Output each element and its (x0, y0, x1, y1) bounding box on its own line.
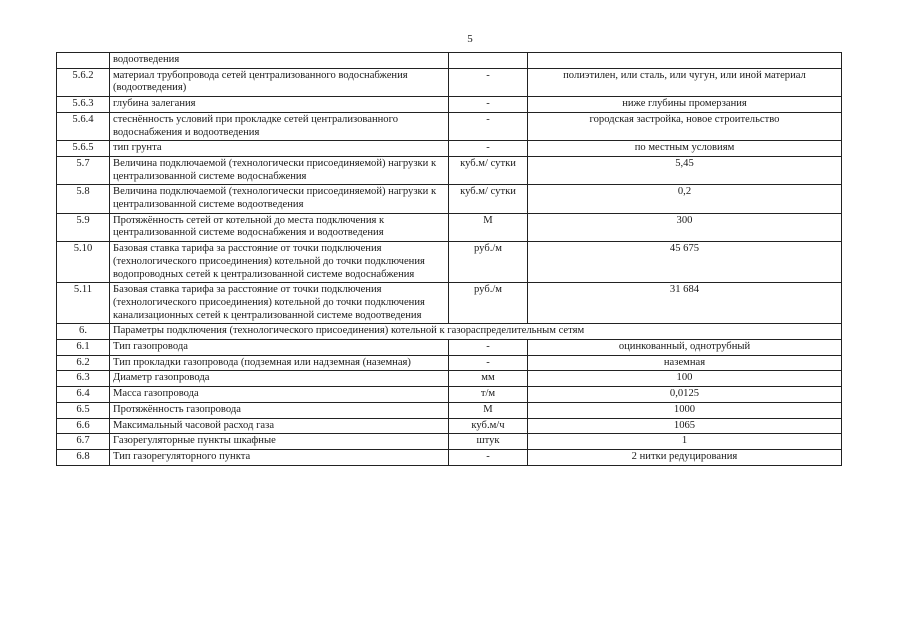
row-description: Максимальный часовой расход газа (110, 418, 449, 434)
row-number (57, 53, 110, 69)
row-unit: - (449, 68, 528, 96)
row-description: стеснённость условий при прокладке сетей централизованного водоснабжения и водоотведения (110, 112, 449, 140)
row-number: 5.7 (57, 156, 110, 184)
row-number: 6.7 (57, 434, 110, 450)
row-description: Газорегуляторные пункты шкафные (110, 434, 449, 450)
row-unit: т/м (449, 387, 528, 403)
row-unit: - (449, 340, 528, 356)
row-number: 6.8 (57, 449, 110, 465)
row-description: водоотведения (110, 53, 449, 69)
row-value: наземная (528, 355, 842, 371)
row-description: Протяжённость газопровода (110, 402, 449, 418)
row-value: ниже глубины промерзания (528, 97, 842, 113)
row-description: Базовая ставка тарифа за расстояние от точки подключения (технологического присоединения) котельной до точки подключения водопроводных сетей к централизованной системе водоснабжения (110, 242, 449, 283)
table-row (57, 185, 842, 213)
row-description: Протяжённость сетей от котельной до места подключения к централизованной системе водоснабжения и водоотведения (110, 213, 449, 241)
row-description: тип грунта (110, 141, 449, 157)
row-number: 5.8 (57, 185, 110, 213)
row-value: оцинкованный, однотрубный (528, 340, 842, 356)
row-description: Тип газопровода (110, 340, 449, 356)
row-number: 6.4 (57, 387, 110, 403)
table-row (57, 449, 842, 465)
row-unit: куб.м/ч (449, 418, 528, 434)
table-row (57, 97, 842, 113)
row-value: городская застройка, новое строительство (528, 112, 842, 140)
row-description: Масса газопровода (110, 387, 449, 403)
page-number: 5 (467, 33, 473, 45)
row-number: 5.6.2 (57, 68, 110, 96)
table-row (57, 283, 842, 324)
row-unit: М (449, 402, 528, 418)
row-number: 5.11 (57, 283, 110, 324)
row-number: 6.5 (57, 402, 110, 418)
row-value: 0,2 (528, 185, 842, 213)
table-row (57, 387, 842, 403)
table-row (57, 402, 842, 418)
table-row (57, 340, 842, 356)
row-value: 2 нитки редуцирования (528, 449, 842, 465)
row-number: 5.6.5 (57, 141, 110, 157)
row-unit: руб./м (449, 242, 528, 283)
table-row (57, 418, 842, 434)
table-row (57, 434, 842, 450)
row-value: 300 (528, 213, 842, 241)
table-row (57, 371, 842, 387)
table-row (57, 324, 842, 340)
row-description: глубина залегания (110, 97, 449, 113)
row-number: 5.9 (57, 213, 110, 241)
row-number: 6.1 (57, 340, 110, 356)
row-unit: М (449, 213, 528, 241)
table-row (57, 53, 842, 69)
table-body (57, 53, 842, 466)
row-number: 5.10 (57, 242, 110, 283)
row-number: 6. (57, 324, 110, 340)
table-row (57, 68, 842, 96)
table-row (57, 213, 842, 241)
row-description: Величина подключаемой (технологически присоединяемой) нагрузки к централизованной системе водоотведения (110, 185, 449, 213)
row-unit: куб.м/ сутки (449, 156, 528, 184)
row-value: 1065 (528, 418, 842, 434)
row-unit: - (449, 112, 528, 140)
row-description: Базовая ставка тарифа за расстояние от точки подключения (технологического присоединения) котельной до точки подключения канализационных сетей к централизованной системе водоотведения (110, 283, 449, 324)
row-unit: - (449, 141, 528, 157)
table-row (57, 242, 842, 283)
row-value: 45 675 (528, 242, 842, 283)
row-number: 5.6.4 (57, 112, 110, 140)
row-unit: - (449, 355, 528, 371)
row-number: 6.3 (57, 371, 110, 387)
section-heading: Параметры подключения (технологического присоединения) котельной к газораспределительным сетям (110, 324, 842, 340)
row-unit (449, 53, 528, 69)
table-row (57, 141, 842, 157)
row-value: 5,45 (528, 156, 842, 184)
table-row (57, 355, 842, 371)
row-description: материал трубопровода сетей централизованного водоснабжения (водоотведения) (110, 68, 449, 96)
row-unit: штук (449, 434, 528, 450)
row-description: Величина подключаемой (технологически присоединяемой) нагрузки к централизованной системе водоснабжения (110, 156, 449, 184)
row-value: 0,0125 (528, 387, 842, 403)
row-number: 6.6 (57, 418, 110, 434)
table-row (57, 156, 842, 184)
row-value (528, 53, 842, 69)
row-value: 31 684 (528, 283, 842, 324)
row-value: по местным условиям (528, 141, 842, 157)
row-unit: - (449, 449, 528, 465)
row-description: Тип газорегуляторного пункта (110, 449, 449, 465)
row-value: полиэтилен, или сталь, или чугун, или иной материал (528, 68, 842, 96)
row-number: 6.2 (57, 355, 110, 371)
table-row (57, 112, 842, 140)
row-description: Диаметр газопровода (110, 371, 449, 387)
row-unit: мм (449, 371, 528, 387)
row-value: 100 (528, 371, 842, 387)
row-unit: куб.м/ сутки (449, 185, 528, 213)
row-number: 5.6.3 (57, 97, 110, 113)
row-value: 1 (528, 434, 842, 450)
row-unit: - (449, 97, 528, 113)
row-unit: руб./м (449, 283, 528, 324)
parameters-table (56, 52, 842, 466)
row-value: 1000 (528, 402, 842, 418)
row-description: Тип прокладки газопровода (подземная или надземная (наземная) (110, 355, 449, 371)
